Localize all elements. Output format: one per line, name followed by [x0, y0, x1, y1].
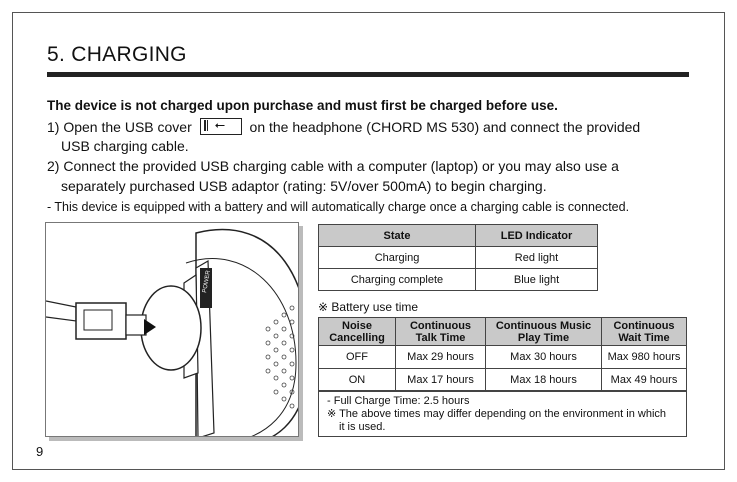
headphone-illustration [45, 222, 299, 437]
led-cell: Blue light [476, 269, 598, 291]
battery-cell: Max 29 hours [396, 346, 486, 369]
battery-header-noise: Noise Cancelling [319, 318, 396, 346]
battery-time-table [318, 317, 687, 392]
title-rule [47, 72, 689, 77]
led-cell: Red light [476, 247, 598, 269]
battery-cell: Max 18 hours [486, 369, 602, 392]
page-title: 5. CHARGING [47, 43, 187, 66]
battery-cell: Max 17 hours [396, 369, 486, 392]
led-header-indicator: LED Indicator [476, 225, 598, 247]
battery-header-talk: Continuous Talk Time [396, 318, 486, 346]
charge-time-note: - Full Charge Time: 2.5 hours [327, 395, 470, 407]
led-cell: Charging complete [319, 269, 476, 291]
battery-cell: ON [319, 369, 396, 392]
environment-note: ※ The above times may differ depending on the environment in which [327, 408, 667, 420]
battery-header-wait: Continuous Wait Time [602, 318, 687, 346]
step1-line2: USB charging cable. [61, 138, 189, 154]
usb-symbol: ⭠ [214, 117, 226, 132]
step2-line1: 2) Connect the provided USB charging cable with a computer (laptop) or you may also use a [47, 158, 619, 174]
usb-cover-icon [200, 118, 242, 135]
battery-use-label: ※ Battery use time [318, 300, 419, 314]
headphone-usb-drawing [46, 223, 298, 436]
step1-line1 [47, 118, 640, 136]
intro-text: The device is not charged upon purchase and must first be charged before use. [47, 98, 558, 113]
table-row [319, 247, 598, 269]
table-row [319, 346, 687, 369]
led-cell: Charging [319, 247, 476, 269]
led-header-state: State [319, 225, 476, 247]
battery-cell: Max 30 hours [486, 346, 602, 369]
power-label: POWER [202, 269, 212, 294]
step2-line2: separately purchased USB adaptor (rating: 5V/over 500mA) to begin charging. [61, 178, 547, 194]
battery-cell: OFF [319, 346, 396, 369]
page-number: 9 [36, 444, 44, 459]
led-indicator-table [318, 224, 598, 291]
step1-part-b: on the headphone (CHORD MS 530) and connect the provided [249, 119, 641, 135]
environment-note-cont: it is used. [339, 421, 386, 433]
battery-cell: Max 980 hours [602, 346, 687, 369]
charge-notes [318, 390, 687, 437]
battery-cell: Max 49 hours [602, 369, 687, 392]
table-row [319, 269, 598, 291]
battery-header-music: Continuous Music Play Time [486, 318, 602, 346]
battery-note: - This device is equipped with a battery and will automatically charge once a charging cable is connected. [47, 200, 630, 214]
step1-part-a: 1) Open the USB cover [47, 119, 192, 135]
table-row [319, 369, 687, 392]
